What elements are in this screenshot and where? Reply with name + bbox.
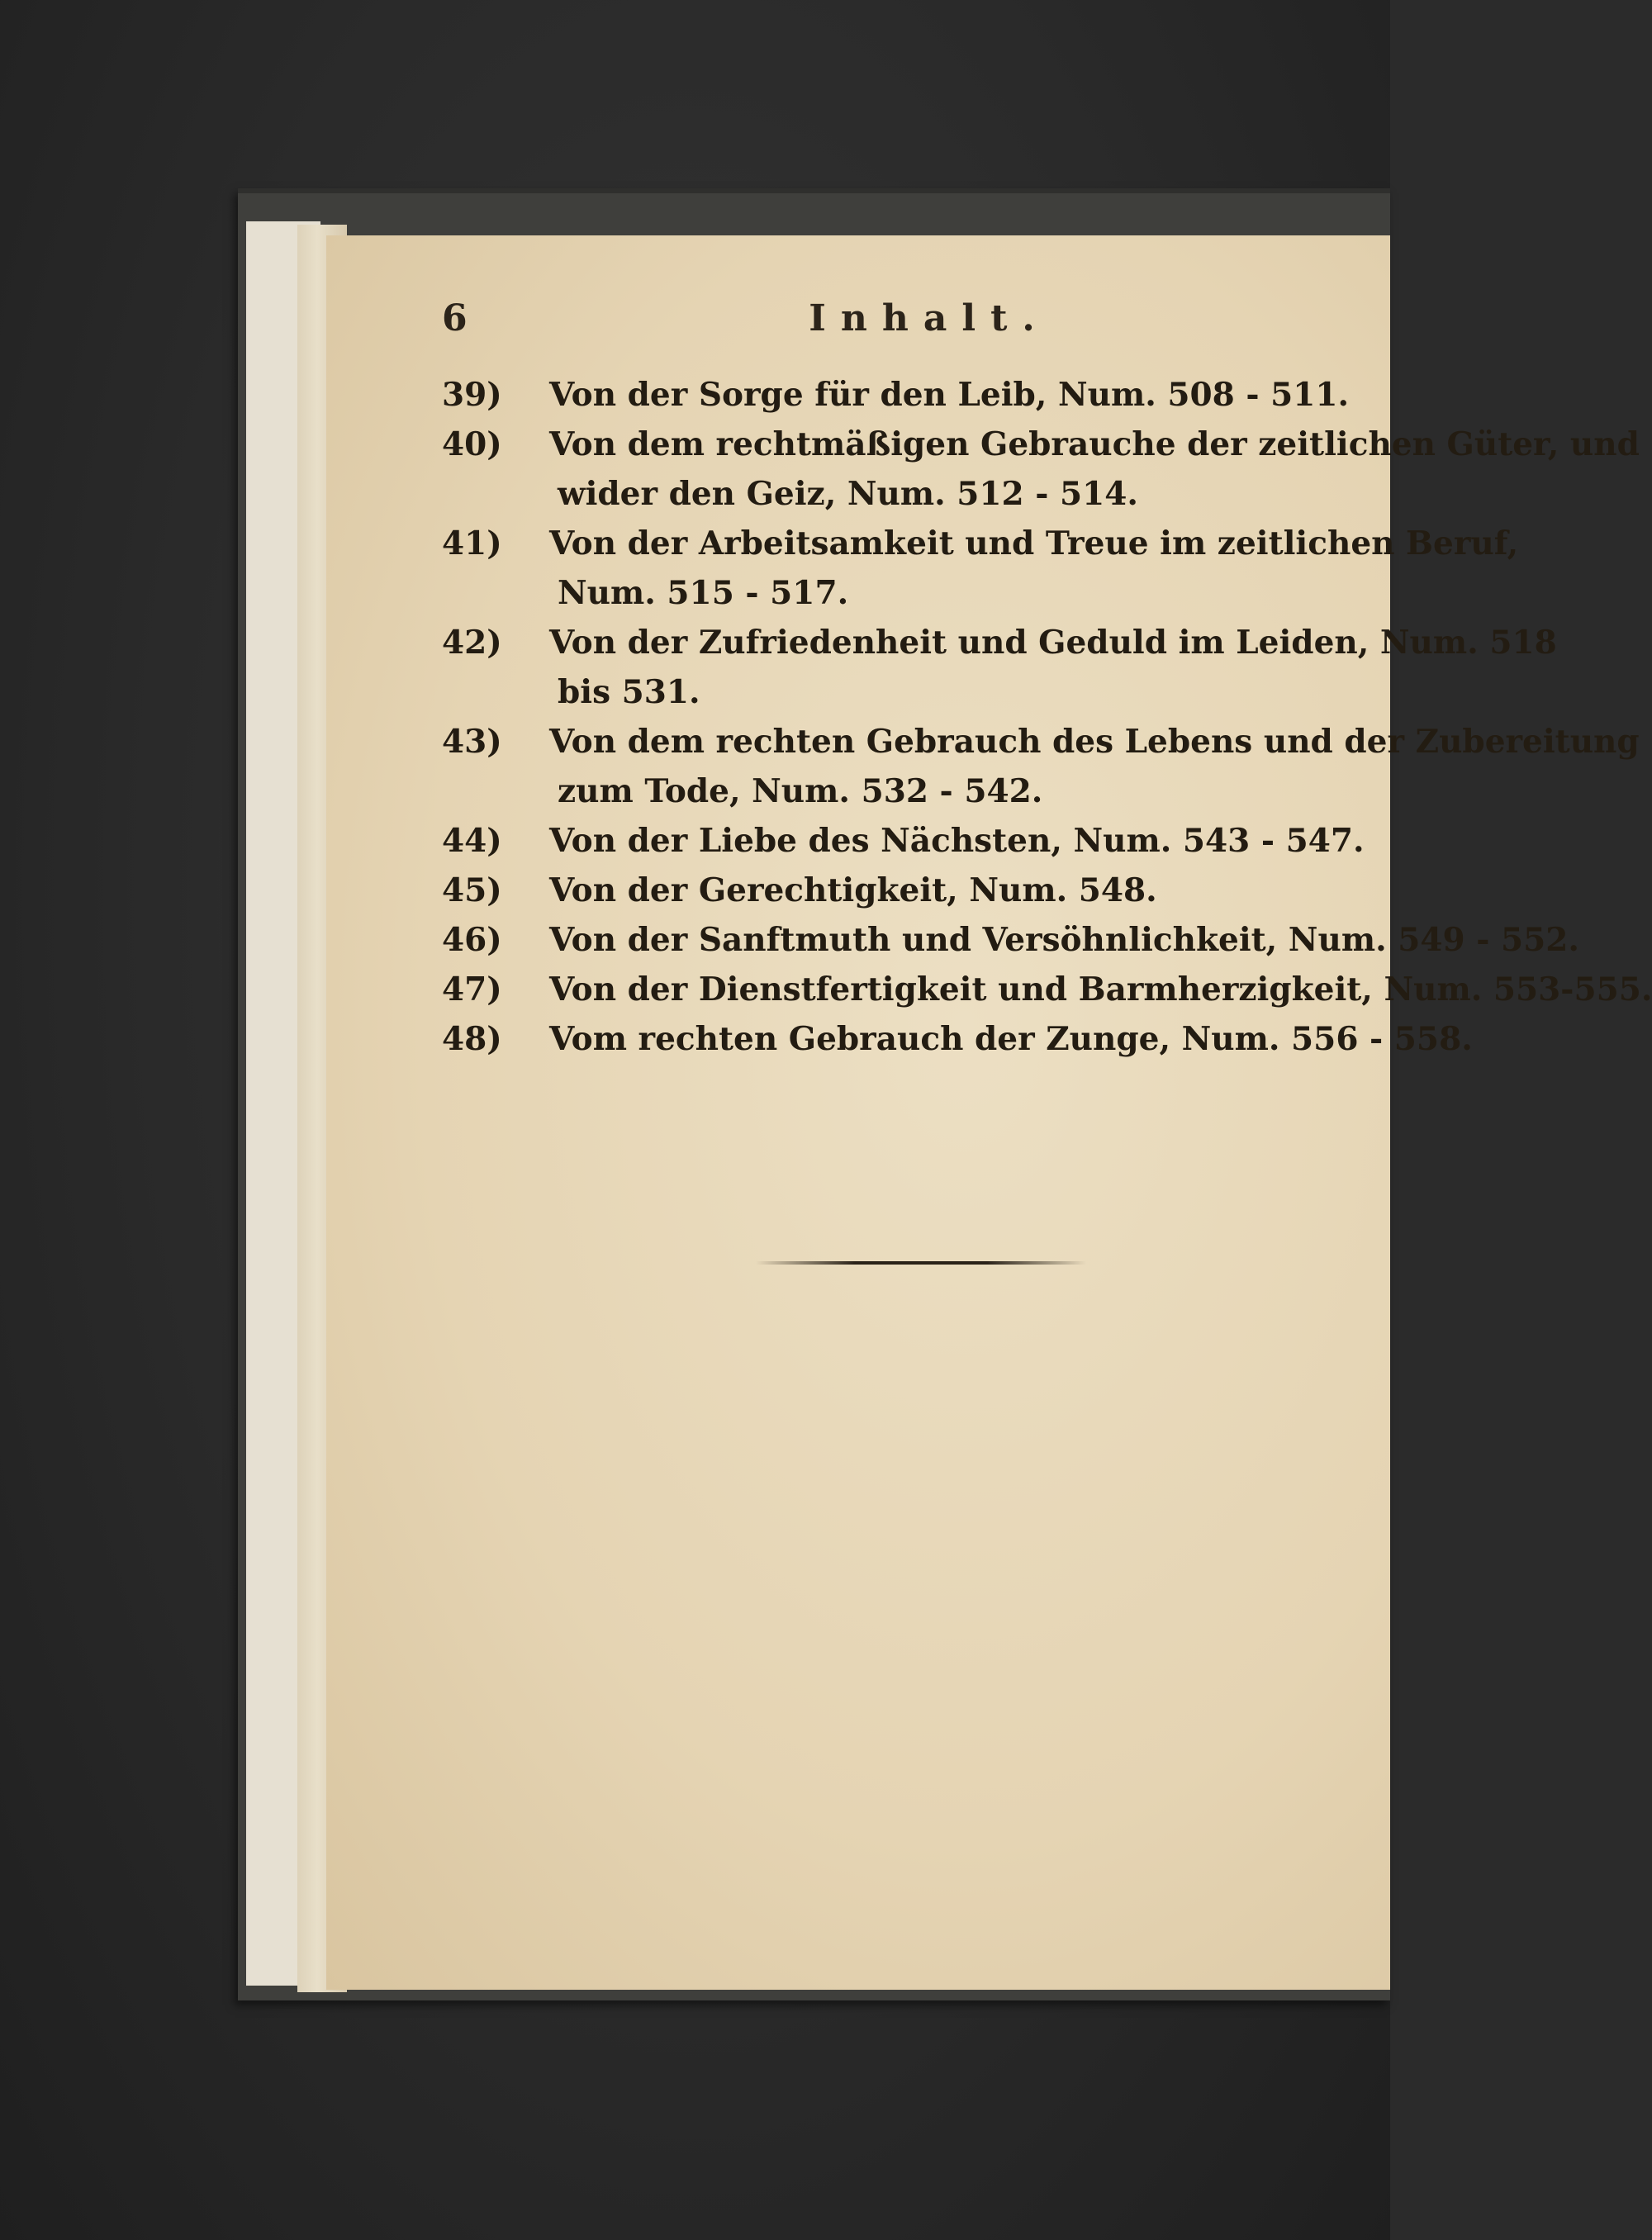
list-item — [442, 816, 1367, 866]
entry-number: 44) — [442, 822, 502, 860]
entry-text: Von dem rechten Gebrauch des Lebens und der Zubereitung — [549, 723, 1640, 761]
entry-number: 47) — [442, 971, 502, 1008]
entry-text: Von der Liebe des Nächsten, Num. 543 - 547. — [549, 822, 1365, 860]
list-item — [442, 717, 1640, 816]
entry-text: bis 531. — [558, 673, 700, 711]
list-item — [442, 965, 1652, 1014]
entry-number: 40) — [442, 425, 502, 463]
entry-text: Von der Sanftmuth und Versöhnlichkeit, Num. 549 - 552. — [549, 921, 1579, 959]
list-item — [442, 618, 1557, 717]
entry-number: 42) — [442, 624, 502, 662]
page-header — [442, 297, 1317, 347]
entry-text: Num. 515 - 517. — [558, 574, 849, 612]
list-item — [442, 370, 1367, 420]
entry-text: Von der Zufriedenheit und Geduld im Leiden, Num. 518 — [549, 624, 1557, 662]
entry-text: Von dem rechtmäßigen Gebrauche der zeitlichen Güter, und — [549, 425, 1640, 463]
entry-text: Vom rechten Gebrauch der Zunge, Num. 556 - 558. — [549, 1020, 1473, 1058]
entry-number: 43) — [442, 723, 502, 761]
entry-text: wider den Geiz, Num. 512 - 514. — [558, 475, 1139, 513]
list-item — [442, 420, 1640, 519]
entry-number: 46) — [442, 921, 502, 959]
entry-number: 39) — [442, 376, 502, 414]
entry-text: Von der Dienstfertigkeit und Barmherzigkeit, Num. 553-555. — [549, 971, 1652, 1008]
page-number: 6 — [442, 297, 468, 339]
entry-text: Von der Sorge für den Leib, Num. 508 - 511. — [549, 376, 1350, 414]
contents-list — [442, 370, 1652, 1064]
page-title: Inhalt. — [809, 297, 1050, 339]
list-item — [442, 866, 1367, 915]
list-item — [442, 1014, 1473, 1064]
list-item — [442, 519, 1519, 618]
entry-text: zum Tode, Num. 532 - 542. — [558, 772, 1043, 810]
list-item — [442, 915, 1579, 965]
entry-text: Von der Arbeitsamkeit und Treue im zeitlichen Beruf, — [549, 524, 1519, 562]
entry-number: 41) — [442, 524, 502, 562]
entry-text: Von der Gerechtigkeit, Num. 548. — [549, 871, 1157, 909]
entry-number: 45) — [442, 871, 502, 909]
section-divider — [756, 1261, 1086, 1265]
entry-number: 48) — [442, 1020, 502, 1058]
